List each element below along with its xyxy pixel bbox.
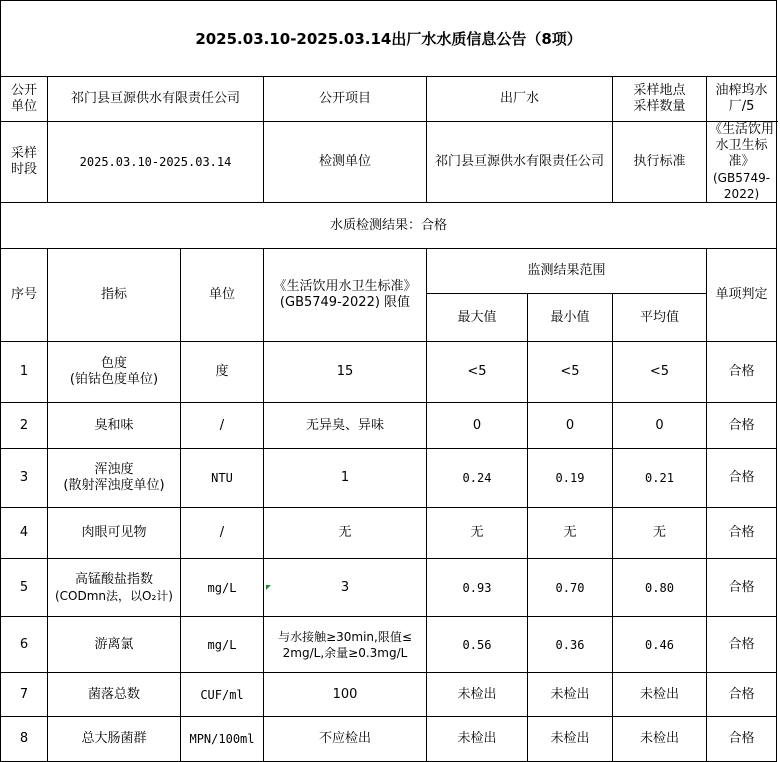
cell-indicator: 肉眼可见物 [48,508,181,559]
cell-min: <5 [528,342,613,403]
cell-max: 0.93 [427,559,528,617]
cell-unit: / [181,403,264,449]
info-label-lab: 检测单位 [264,122,427,203]
cell-indicator: 总大肠菌群 [48,717,181,762]
cell-min: 0.36 [528,617,613,673]
cell-min: 0.19 [528,449,613,508]
table-row [1,559,777,617]
cell-avg: 0.21 [613,449,707,508]
info-value-standard: 《生活饮用水卫生标准》 (GB5749-2022) [707,122,777,203]
table-row [1,508,777,559]
cell-limit: 与水接触≥30min,限值≤ 2mg/L,余量≥0.3mg/L [264,617,427,673]
cell-limit: 不应检出 [264,717,427,762]
cell-limit: 无异臭、异味 [264,403,427,449]
info-row-2 [1,122,777,203]
cell-verdict: 合格 [707,342,777,403]
cell-unit: CUF/ml [181,673,264,717]
cell-avg: 未检出 [613,717,707,762]
cell-min: 未检出 [528,673,613,717]
cell-indicator: 游离氯 [48,617,181,673]
cell-verdict: 合格 [707,559,777,617]
info-label-publisher: 公开 单位 [1,77,48,122]
info-label-period: 采样 时段 [1,122,48,203]
cell-seq: 8 [1,717,48,762]
header-unit: 单位 [181,249,264,342]
info-value-sampling-site: 油榨坞水厂/5 [707,77,777,122]
info-value-lab: 祁门县亘源供水有限责任公司 [427,122,613,203]
cell-limit: 1 [264,449,427,508]
cell-unit: 度 [181,342,264,403]
cell-limit: 15 [264,342,427,403]
cell-avg: 0.46 [613,617,707,673]
info-row-1 [1,77,777,122]
cell-limit: 100 [264,673,427,717]
cell-seq: 1 [1,342,48,403]
header-verdict: 单项判定 [707,249,777,342]
info-label-sampling-site: 采样地点 采样数量 [613,77,707,122]
cell-unit: NTU [181,449,264,508]
result-summary: 水质检测结果：合格 [1,203,777,249]
cell-comment-marker [266,585,271,590]
cell-seq: 4 [1,508,48,559]
cell-seq: 6 [1,617,48,673]
cell-verdict: 合格 [707,717,777,762]
cell-indicator: 菌落总数 [48,673,181,717]
cell-verdict: 合格 [707,673,777,717]
cell-limit: 无 [264,508,427,559]
cell-max: <5 [427,342,528,403]
cell-indicator: 臭和味 [48,403,181,449]
table-row [1,342,777,403]
cell-max: 未检出 [427,673,528,717]
header-indicator: 指标 [48,249,181,342]
header-avg: 平均值 [613,294,707,342]
info-label-standard: 执行标准 [613,122,707,203]
cell-min: 0.70 [528,559,613,617]
cell-indicator: 色度 (铂钴色度单位) [48,342,181,403]
cell-avg: 0 [613,403,707,449]
header-min: 最小值 [528,294,613,342]
table-row [1,403,777,449]
header-row-1 [1,249,777,294]
notice-title: 2025.03.10-2025.03.14出厂水水质信息公告（8项） [1,1,777,77]
cell-seq: 3 [1,449,48,508]
cell-seq: 2 [1,403,48,449]
info-value-period: 2025.03.10-2025.03.14 [48,122,264,203]
cell-unit: mg/L [181,559,264,617]
cell-min: 未检出 [528,717,613,762]
cell-max: 无 [427,508,528,559]
cell-avg: 未检出 [613,673,707,717]
header-max: 最大值 [427,294,528,342]
cell-unit: / [181,508,264,559]
cell-unit: MPN/100ml [181,717,264,762]
cell-verdict: 合格 [707,403,777,449]
summary-row [1,203,777,249]
header-range: 监测结果范围 [427,249,707,294]
cell-unit: mg/L [181,617,264,673]
cell-max: 0 [427,403,528,449]
cell-verdict: 合格 [707,449,777,508]
header-limit: 《生活饮用水卫生标准》 (GB5749-2022) 限值 [264,249,427,342]
cell-verdict: 合格 [707,508,777,559]
cell-verdict: 合格 [707,617,777,673]
cell-min: 0 [528,403,613,449]
cell-min: 无 [528,508,613,559]
cell-max: 0.24 [427,449,528,508]
cell-max: 0.56 [427,617,528,673]
cell-seq: 5 [1,559,48,617]
cell-indicator: 高锰酸盐指数 (CODmn法，以O₂计) [48,559,181,617]
info-value-item: 出厂水 [427,77,613,122]
cell-limit: 3 [264,559,427,617]
cell-max: 未检出 [427,717,528,762]
table-row [1,717,777,762]
table-row [1,617,777,673]
title-row [1,1,777,77]
header-seq: 序号 [1,249,48,342]
cell-avg: 0.80 [613,559,707,617]
table-row [1,449,777,508]
cell-avg: 无 [613,508,707,559]
cell-indicator: 浑浊度 (散射浑浊度单位) [48,449,181,508]
cell-seq: 7 [1,673,48,717]
info-label-item: 公开项目 [264,77,427,122]
info-value-publisher: 祁门县亘源供水有限责任公司 [48,77,264,122]
table-row [1,673,777,717]
cell-avg: <5 [613,342,707,403]
